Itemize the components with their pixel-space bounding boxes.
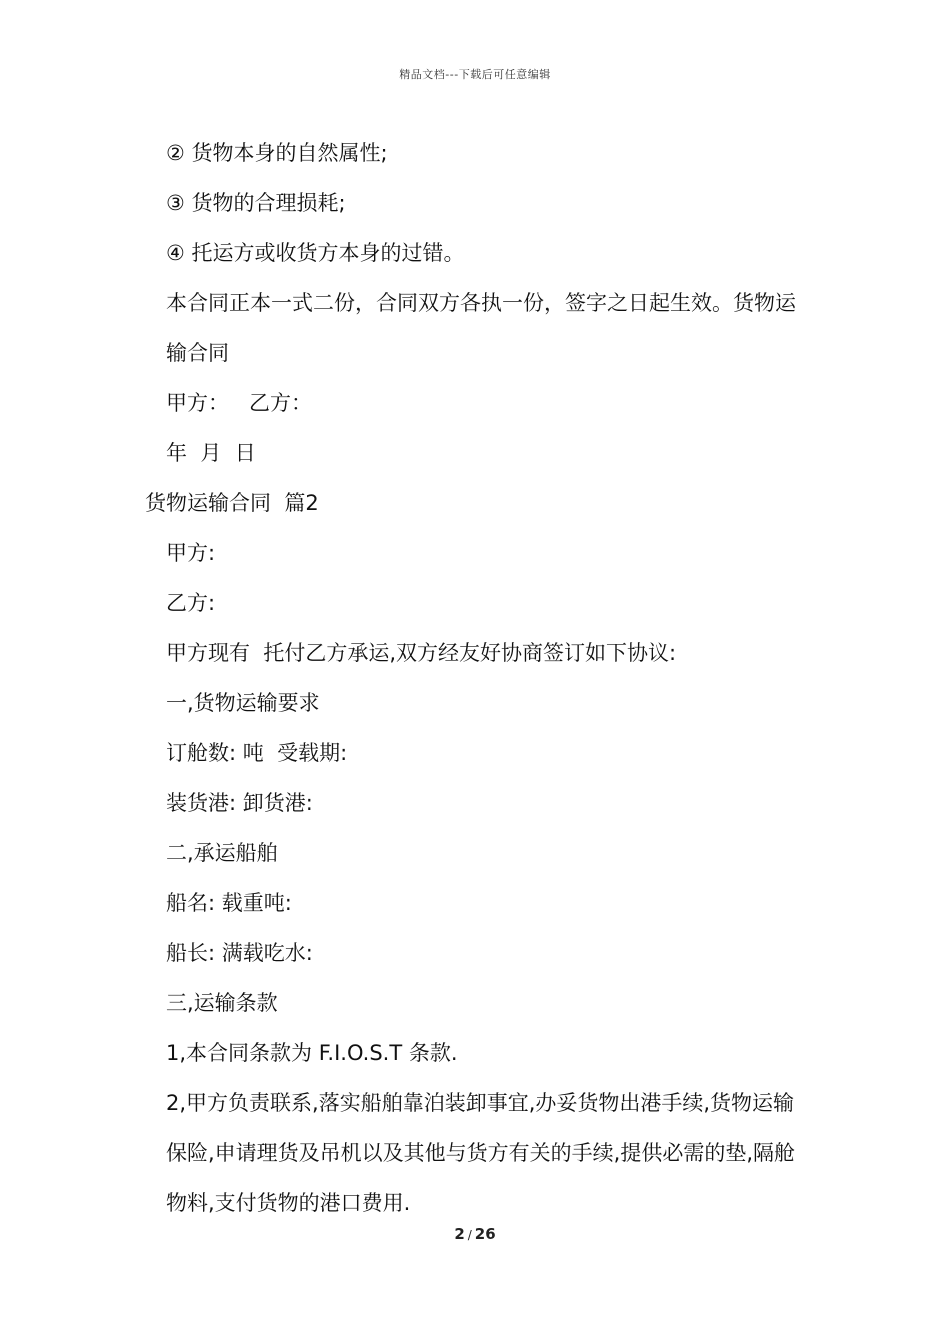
- party-b-line: 乙方:: [166, 591, 216, 615]
- paragraph: ④ 托运方或收货方本身的过错。: [166, 241, 465, 265]
- paragraph: ③ 货物的合理损耗;: [166, 191, 346, 215]
- paragraph: 甲方现有 托付乙方承运,双方经友好协商签订如下协议:: [166, 641, 677, 665]
- signature-line: 甲方： 乙方：: [166, 391, 313, 415]
- paragraph: ② 货物本身的自然属性;: [166, 141, 388, 165]
- page-number: [0, 1225, 950, 1243]
- paragraph: 本合同正本一式二份，合同双方各执一份，签字之日起生效。货物运输合同: [166, 291, 796, 365]
- paragraph: 船长: 满载吃水:: [166, 941, 313, 965]
- paragraph: 2,甲方负责联系,落实船舶靠泊装卸事宜,办妥货物出港手续,货物运输保险,申请理货及吊机以及其他与货方有关的手续,提供必需的垫,隔舱物料,支付货物的港口费用.: [166, 1091, 796, 1215]
- current-page-number: 2: [454, 1225, 465, 1243]
- paragraph: 船名: 载重吨:: [166, 891, 292, 915]
- paragraph: 订舱数: 吨 受载期:: [166, 741, 348, 765]
- party-a-line: 甲方:: [166, 541, 216, 565]
- section-title: 货物运输合同 篇2: [145, 491, 319, 515]
- clause-heading: 二,承运船舶: [166, 841, 278, 865]
- date-line: 年 月 日: [166, 441, 256, 465]
- paragraph: 1,本合同条款为 F.I.O.S.T 条款.: [166, 1041, 458, 1065]
- paragraph: 装货港: 卸货港:: [166, 791, 313, 815]
- page-header: 精品文档---下载后可任意编辑: [399, 68, 551, 81]
- clause-heading: 三,运输条款: [166, 991, 278, 1015]
- clause-heading: 一,货物运输要求: [166, 691, 320, 715]
- page-separator: /: [467, 1228, 472, 1242]
- document-body: [145, 128, 811, 1228]
- total-page-count: 26: [474, 1225, 496, 1243]
